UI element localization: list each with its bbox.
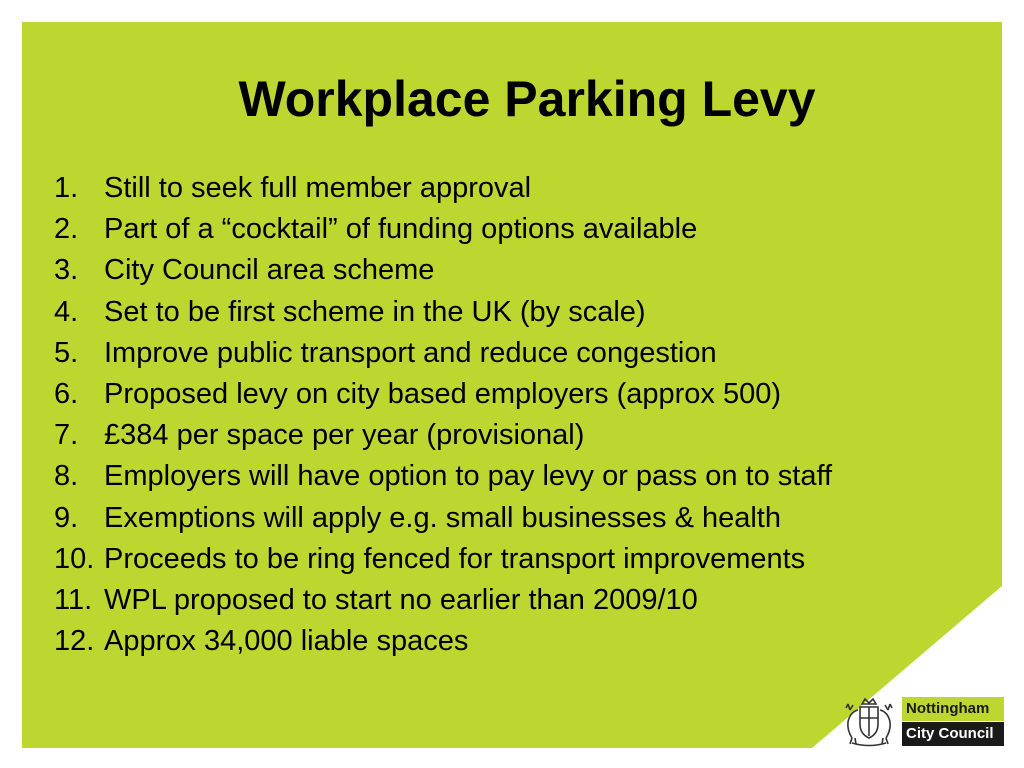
item-number: 9.: [54, 501, 79, 534]
nottingham-city-council-logo: [840, 696, 1004, 748]
item-text: City Council area scheme: [104, 254, 435, 287]
item-text: Improve public transport and reduce congestion: [104, 336, 717, 369]
item-text: WPL proposed to start no earlier than 2009/10: [104, 583, 698, 616]
item-number: 11.: [54, 583, 93, 616]
item-number: 5.: [54, 336, 79, 369]
logo-line-city-council: City Council: [902, 722, 1004, 746]
item-number: 8.: [54, 460, 79, 493]
list-item: [54, 374, 832, 415]
list-item: [54, 456, 832, 497]
numbered-list: [54, 168, 832, 662]
list-item: [54, 498, 832, 539]
item-text: Proceeds to be ring fenced for transport improvements: [104, 542, 806, 575]
list-item: [54, 250, 832, 291]
item-text: Approx 34,000 liable spaces: [104, 625, 469, 658]
item-number: 1.: [54, 172, 79, 205]
item-text: Proposed levy on city based employers (approx 500): [104, 378, 782, 411]
item-number: 7.: [54, 419, 79, 452]
item-number: 3.: [54, 254, 79, 287]
item-text: £384 per space per year (provisional): [104, 419, 585, 452]
item-text: Set to be first scheme in the UK (by scale): [104, 295, 646, 328]
list-item: [54, 333, 832, 374]
item-text: Part of a “cocktail” of funding options available: [104, 213, 698, 246]
item-text: Still to seek full member approval: [104, 172, 532, 205]
item-text: Employers will have option to pay levy or pass on to staff: [104, 460, 833, 493]
list-item: [54, 168, 832, 209]
slide-title: Workplace Parking Levy: [238, 71, 816, 127]
item-number: 2.: [54, 213, 79, 246]
list-item: [54, 539, 832, 580]
item-number: 4.: [54, 295, 79, 328]
item-text: Exemptions will apply e.g. small businesses & health: [104, 501, 781, 534]
list-item: [54, 621, 832, 662]
list-item: [54, 415, 832, 456]
list-item: [54, 292, 832, 333]
list-item: [54, 209, 832, 250]
item-number: 6.: [54, 378, 79, 411]
item-number: 10.: [54, 542, 95, 575]
logo-line-nottingham: Nottingham: [902, 697, 1004, 721]
coat-of-arms-icon: [840, 696, 898, 748]
list-item: [54, 580, 832, 621]
item-number: 12.: [54, 625, 95, 658]
